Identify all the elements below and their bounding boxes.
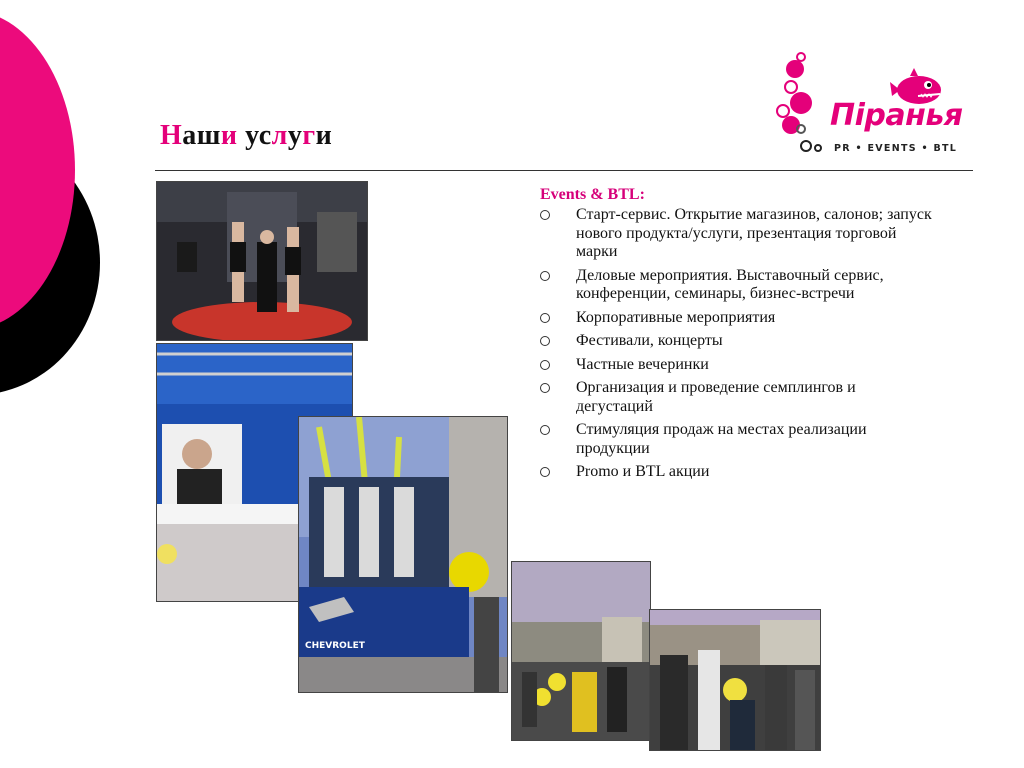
circle-bullet-icon [540,271,550,281]
photo-exhibition-stand [156,181,368,341]
service-item [540,332,935,351]
circle-bullet-icon [540,467,550,477]
logo-bubble [790,92,812,114]
title-part: и [220,120,238,151]
service-item [540,267,935,304]
title-divider [155,170,973,171]
photo-night-concert [298,416,508,693]
circle-bullet-icon [540,360,550,370]
circle-bullet-icon [540,425,550,435]
title-part: Н [160,120,183,151]
title-part: и [315,120,333,151]
title-part: г [302,120,316,151]
banner-brand-text: CHEVROLET [305,641,365,651]
services-heading: Events & BTL: [540,186,645,203]
services-list [540,206,935,482]
logo-wordmark: Піранья [830,98,963,133]
service-item [540,421,935,458]
logo-bubble [814,144,822,152]
service-item-text: Стимуляция продаж на местах реализации продукции [576,421,867,457]
title-part: аш [182,120,221,151]
logo-bubble [796,124,806,134]
service-item [540,356,935,375]
service-item-text: Организация и проведение семплингов и дегустаций [576,379,856,415]
service-item [540,379,935,416]
service-item-text: Старт-сервис. Открытие магазинов, салонов; запуск нового продукта/услуги, презентация торговой марки [576,206,932,260]
service-item-text: Частные вечеринки [576,355,709,373]
service-item-text: Фестивали, концерты [576,332,723,349]
photo-crowd-square [511,561,651,741]
service-item-text: Корпоративные мероприятия [576,308,776,326]
circle-bullet-icon [540,336,550,346]
service-item [540,309,935,328]
service-item-text: Деловые мероприятия. Выставочный сервис, конференции, семинары, бизнес-встречи [576,266,884,302]
page-title [160,120,332,152]
logo-bubble [800,140,812,152]
logo-bubble [786,60,804,78]
services-panel [540,186,935,487]
circle-bullet-icon [540,210,550,220]
service-item [540,206,935,262]
title-part: у [287,120,303,151]
title-part: л [271,120,288,151]
logo-tagline: PR • EVENTS • BTL [834,143,958,154]
company-logo [776,52,966,162]
circle-bullet-icon [540,383,550,393]
logo-bubble [796,52,806,62]
title-part: ус [237,120,272,151]
photo-street-crowd [649,609,821,751]
service-item [540,463,935,482]
service-item-text: Promo и BTL акции [576,463,710,480]
circle-bullet-icon [540,313,550,323]
